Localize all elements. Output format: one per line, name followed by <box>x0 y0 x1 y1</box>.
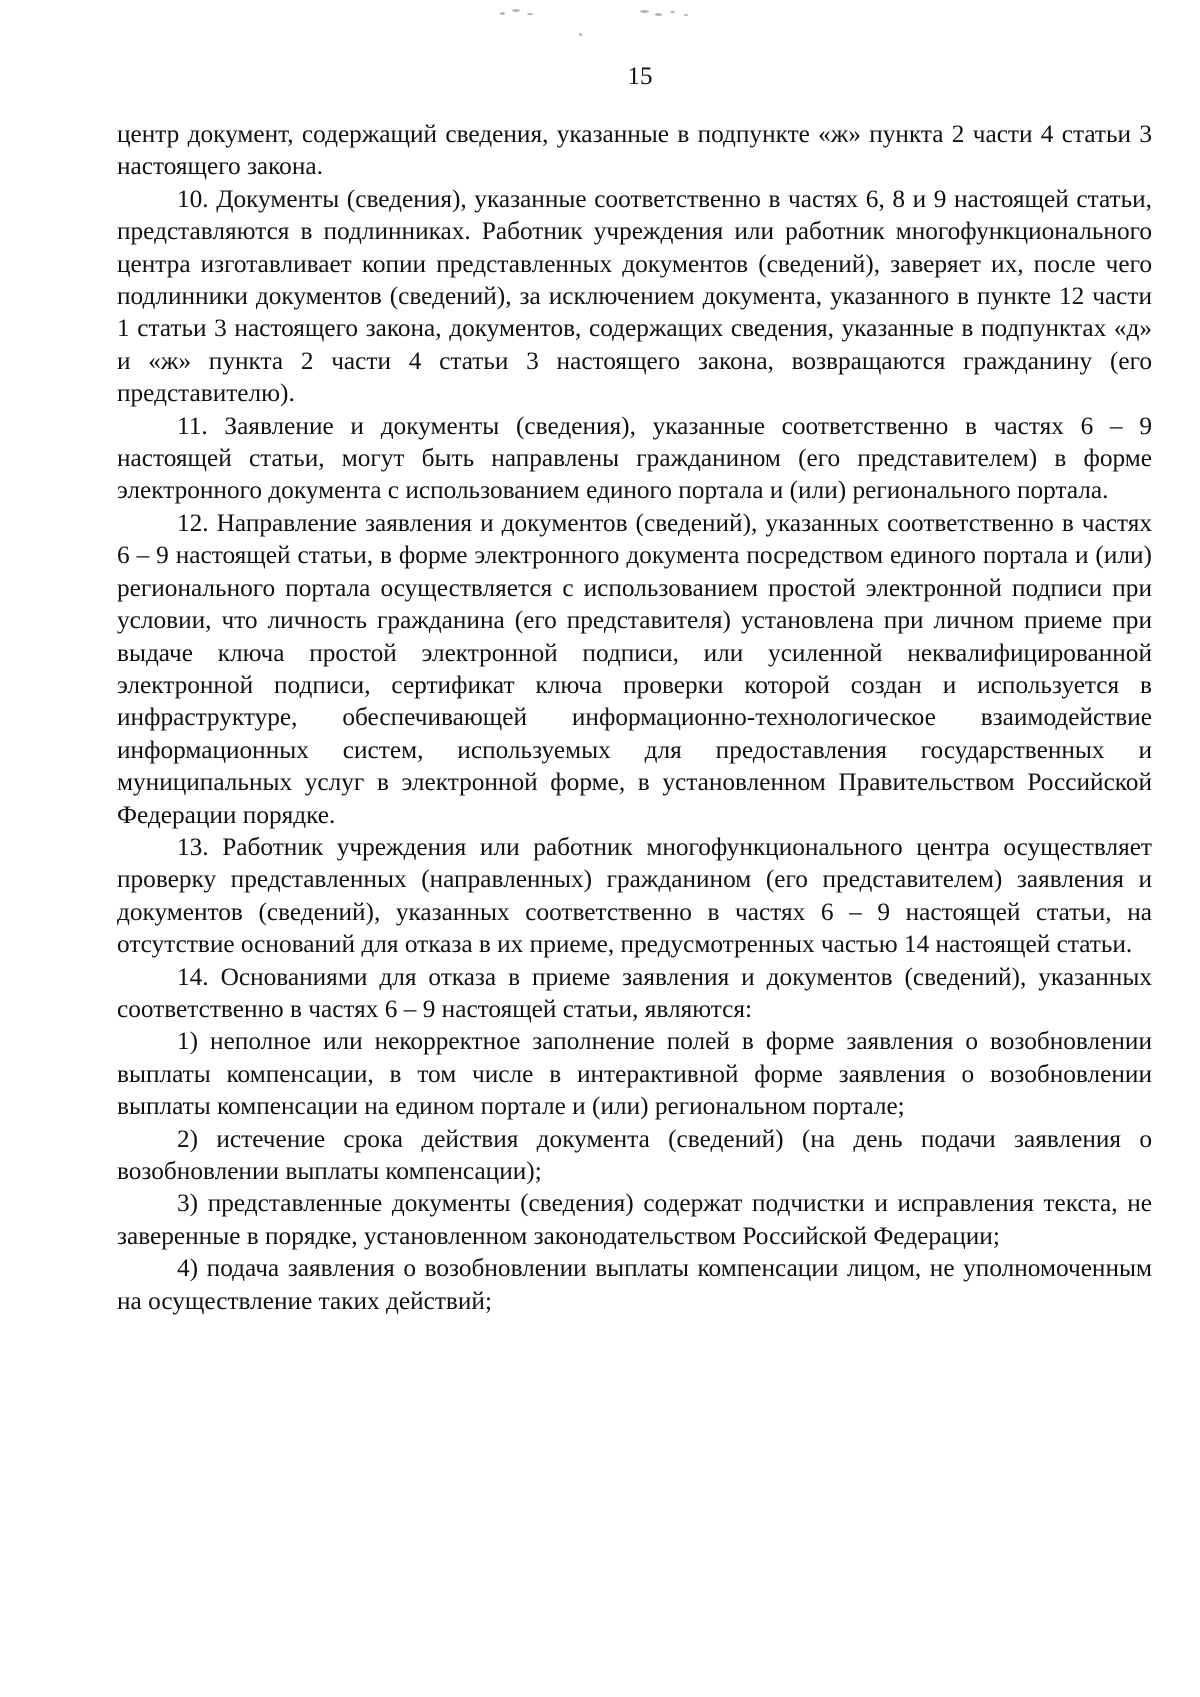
scan-speck <box>500 12 505 15</box>
scan-speck <box>579 33 582 36</box>
scan-speck <box>655 13 662 16</box>
list-item-4: 4) подача заявления о возобновлении выплаты компенсации лицом, не уполномоченным на осуществление таких действий; <box>117 1254 1152 1315</box>
paragraph-14: 14. Основаниями для отказа в приеме заявления и документов (сведений), указанных соответственно в частях 6 – 9 настоящей статьи, являются: <box>117 962 1152 1023</box>
document-body <box>117 118 1152 1317</box>
scan-speck <box>527 13 533 15</box>
list-item-2: 2) истечение срока действия документа (сведений) (на день подачи заявления о возобновлении выплаты компенсации); <box>117 1124 1152 1185</box>
scan-speck <box>640 10 649 13</box>
list-item-1: 1) неполное или некорректное заполнение полей в форме заявления о возобновлении выплаты компенсации, в том числе в интерактивной форме заявления о возобновлении выплаты компенсации на едином портале и (или) региональном портале; <box>117 1027 1152 1121</box>
paragraph-13: 13. Работник учреждения или работник многофункционального центра осуществляет проверку представленных (направленных) гражданином (его представителем) заявления и документов (сведений), указанных соответственно в частях 6 – 9 настоящей статьи, на отсутствие оснований для отказа в их приеме, предусмотренных частью 14 настоящей статьи. <box>117 832 1152 959</box>
paragraph-12: 12. Направление заявления и документов (сведений), указанных соответственно в частях 6 – 9 настоящей статьи, в форме электронного документа посредством единого портала и (или) регионального портала осуществляется с использованием простой электронной подписи при условии, что личность гражданина (его представителя) установлена при личном приеме при выдаче ключа простой электронной подписи, или усиленной неквалифицированной электронной подписи, сертификат ключа проверки которой создан и используется в инфраструктуре, обеспечивающей информационно-технологическое взаимодействие информационных систем, используемых для предоставления государственных и муниципальных услуг в электронной форме, в установленном Правительством Российской Федерации порядке. <box>117 508 1152 829</box>
page-number: 15 <box>627 63 653 90</box>
scan-speck <box>670 11 675 13</box>
list-item-3: 3) представленные документы (сведения) содержат подчистки и исправления текста, не заверенные в порядке, установленном законодательством Российской Федерации; <box>117 1189 1152 1250</box>
paragraph-continuation: центр документ, содержащий сведения, указанные в подпункте «ж» пункта 2 части 4 статьи 3 настоящего закона. <box>117 120 1152 181</box>
scan-speck <box>512 9 520 12</box>
scan-speck <box>684 14 688 16</box>
paragraph-11: 11. Заявление и документы (сведения), указанные соответственно в частях 6 – 9 настоящей статьи, могут быть направлены гражданином (его представителем) в форме электронного документа с использованием единого портала и (или) регионального портала. <box>117 411 1152 505</box>
paragraph-10: 10. Документы (сведения), указанные соответственно в частях 6, 8 и 9 настоящей статьи, представляются в подлинниках. Работник учреждения или работник многофункционального центра изготавливает копии представленных документов (сведений), заверяет их, после чего подлинники документов (сведений), за исключением документа, указанного в пункте 12 части 1 статьи 3 настоящего закона, документов, содержащих сведения, указанные в подпунктах «д» и «ж» пункта 2 части 4 статьи 3 настоящего закона, возвращаются гражданину (его представителю). <box>117 184 1152 408</box>
